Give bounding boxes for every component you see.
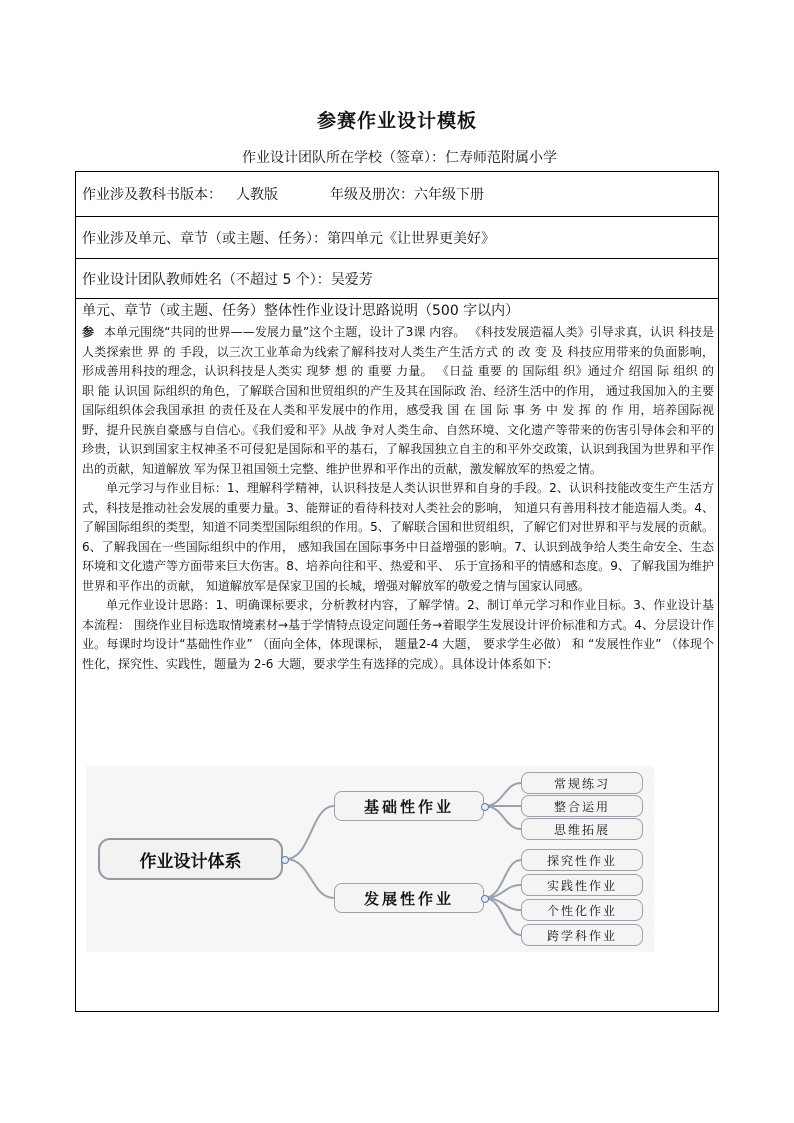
- root-connector-dot-icon: [281, 856, 289, 864]
- leaf-basic-2: 整合运用: [521, 795, 643, 817]
- grade-label: 年级及册次：: [330, 187, 414, 203]
- leaf-basic-3: 思维拓展: [521, 818, 643, 840]
- section-body: [82, 323, 714, 674]
- teachers-label: 作业设计团队教师姓名（不超过 5 个）：: [82, 271, 331, 288]
- paragraph-3: 单元作业设计思路：1、明确课标要求，分析教材内容，了解学情。2、制订单元学习和作业目标。3、作业设计基本流程： 围绕作业目标选取情境素材→基于学情特点设定问题任务→着眼学生发展设计评价标准和方式。4、分层设计作业。每课时均设计“基础性作业” （面向全体，体现课标， 题量2-4 大题， 要求学生必做） 和 “发展性作业” （体现个性化，探究性、实践性，题量为 2-6 大题，要求学生有选择的完成）。具体设计体系如下:: [82, 598, 714, 671]
- grade-value: 六年级下册: [414, 187, 484, 203]
- leaf-dev-4: 跨学科作业: [521, 924, 643, 946]
- mindmap-diagram: [86, 766, 654, 952]
- leaf-dev-3: 个性化作业: [521, 899, 643, 921]
- teachers-value: 吴爱芳: [330, 271, 373, 288]
- mindmap-root: 作业设计体系: [98, 838, 283, 880]
- textbook-value: 人教版: [236, 187, 278, 203]
- unit-label: 作业涉及单元、章节（或主题、任务）：: [82, 230, 327, 247]
- paragraph-2: 单元学习与作业目标：1、理解科学精神，认识科技是人类认识世界和自身的手段。2、认识科技能改变生产生活方式，科技是推动社会发展的重要力量。3、能辩证的看待科技对人类社会的影响， 知道只有善用科技才能造福人类。4、了解国际组织的类型，知道不同类型国际组织的作用。5、了解联合国和世贸组织，了解它们对世界和平与发展的贡献。6、了解我国在一些国际组织中的作用， 感知我国在国际事务中日益增强的影响。7、认识到战争给人类生命安全、生态环境和文化遗产等方面带来巨大伤害。8、培养向往和平、热爱和平、 乐于宣扬和平的情感和态度。9、了解我国为维护世界和平作出的贡献， 知道解放军是保家卫国的长城，增强对解放军的敬爱之情与国家认同感。: [82, 481, 714, 593]
- teachers-row: [76, 259, 718, 299]
- branch-basic-dot-icon: [481, 803, 489, 811]
- page-title: 参赛作业设计模板: [316, 110, 477, 132]
- leaf-basic-1: 常规练习: [521, 772, 643, 794]
- unit-row: [76, 217, 718, 259]
- textbook-row: [76, 172, 718, 217]
- leaf-dev-1: 探究性作业: [521, 849, 643, 871]
- form-table: [75, 171, 719, 1012]
- textbook-label: 作业涉及教科书版本：: [82, 187, 222, 203]
- branch-basic: 基础性作业: [334, 791, 484, 821]
- paragraph-marker: 参: [82, 325, 95, 339]
- branch-developmental-dot-icon: [481, 895, 489, 903]
- leaf-dev-2: 实践性作业: [521, 874, 643, 896]
- section-heading: 单元、章节（或主题、任务）整体性作业设计思路说明（500 字以内）: [82, 303, 520, 319]
- unit-value: 第四单元《让世界更美好》: [327, 230, 495, 247]
- paragraph-1-text: 本单元围绕“共同的世界——发展力量”这个主题，设计了3课 内容。 《科技发展造福人类》引导求真，认识 科技是人类探索世 界 的 手段，以三次工业革命为线索了解科技对人类生产生活方式 的 改 变 及 科技应用带来的负面影响， 形成善用科技的理念，认识科技是人类实 现梦 想 的 重要 力量。 《日益 重要 的 国际组 织》通过介 绍国 际 组织 的 职 能 认识国 际组织的角色，了解联合国和世贸组织的产生及其在国际政 治、经济生活中的作用， 通过我国加入的主要国际组织体会我国承担 的责任及在人类和平发展中的作用，感受我 国 在 国 际 事 务 中 发 挥 的 作 用，培养国际视野，提升民族自豪感与自信心。《我们爱和平》从战 争对人类生命、自然环境、文化遗产等带来的伤害引导体会和平的珍贵，认识到国家主权神圣不可侵犯是国际和平的基石，了解我国独立自主的和平外交政策，认识到我国为世界和平作出的贡献，知道解放 军为保卫祖国领土完整、维护世界和平作出的贡献，激发解放军的热爱之情。: [82, 325, 714, 476]
- paragraph-1: [82, 323, 714, 479]
- branch-developmental: 发展性作业: [334, 883, 484, 913]
- school-line: 作业设计团队所在学校（签章）：仁寿师范附属小学: [242, 150, 557, 166]
